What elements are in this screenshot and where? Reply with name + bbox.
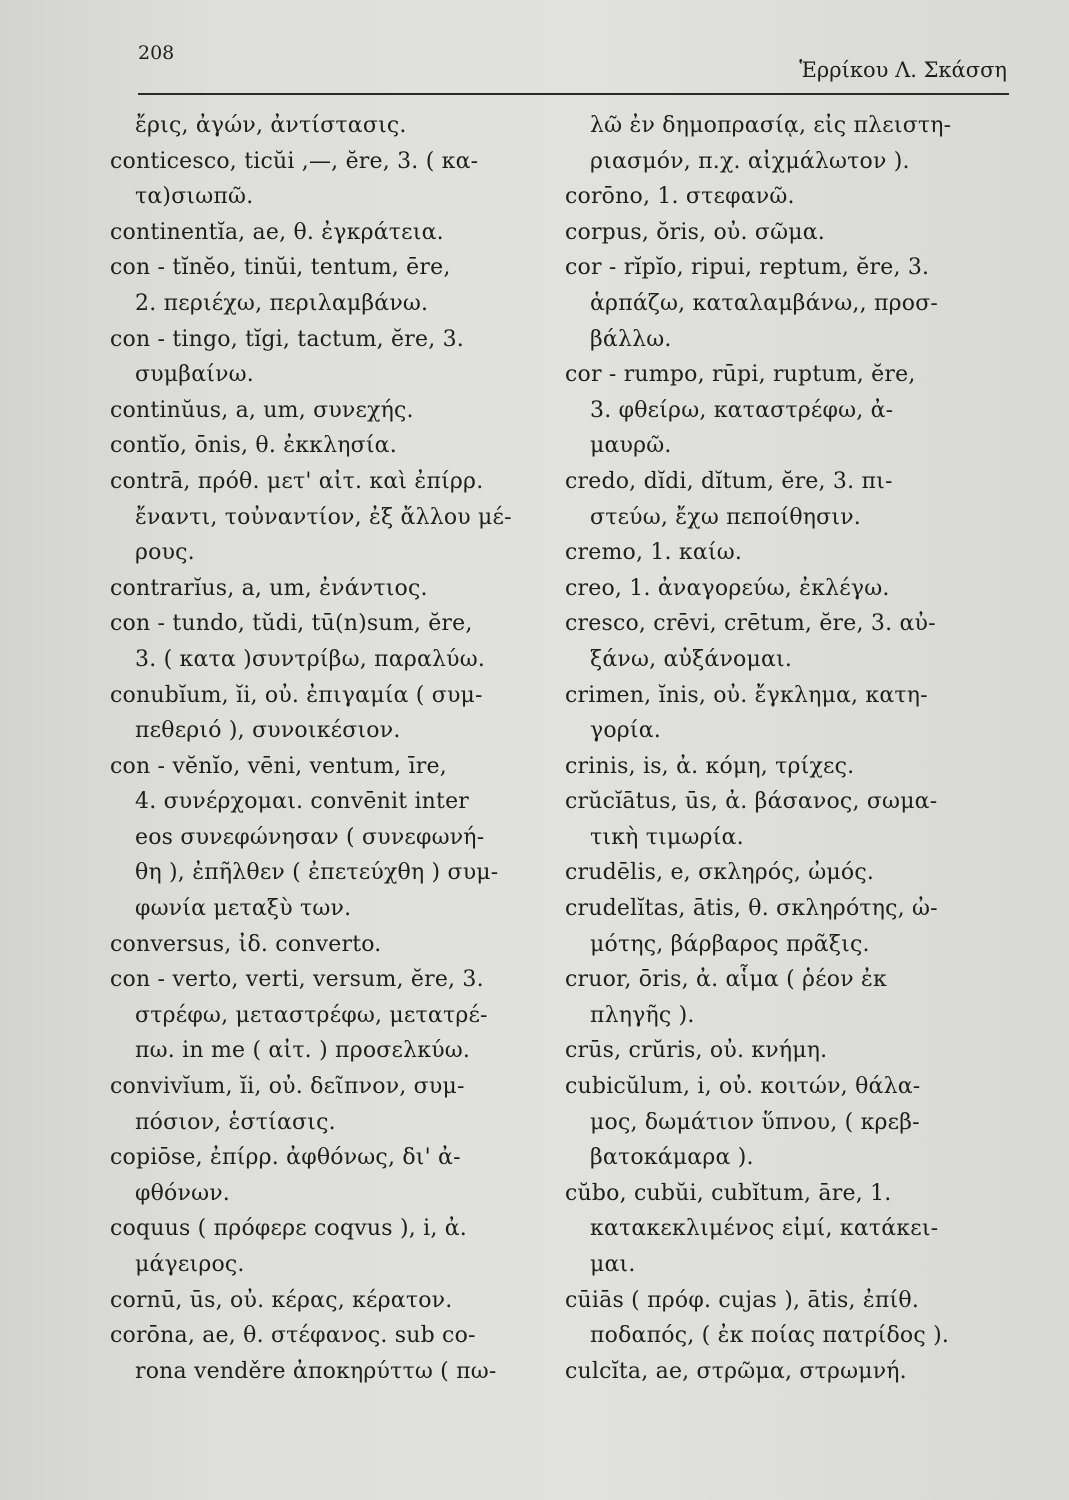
entry-continuation-line: ἁρπάζω, καταλαμβάνω,, προσ- bbox=[590, 290, 939, 316]
entry-headword-line: crŭcĭātus, ūs, ἀ. βάσανος, σωμα- bbox=[565, 789, 938, 815]
page-number: 208 bbox=[138, 42, 175, 64]
entry-continuation-line: ξάνω, αὐξάνομαι. bbox=[590, 646, 793, 672]
entry-headword-line: culcĭta, ae, στρῶμα, στρωμνή. bbox=[565, 1358, 907, 1384]
running-head: Ἑρρίκου Λ. Σκάσση bbox=[799, 58, 1007, 82]
entry-continuation-line: φθόνων. bbox=[135, 1180, 230, 1206]
entry-continuation-line: 3. ( κατα )συντρίβω, παραλύω. bbox=[135, 646, 486, 672]
entry-headword-line: credo, dĭdi, dĭtum, ĕre, 3. πι- bbox=[565, 468, 893, 494]
entry-continuation-line: πω. in me ( αἰτ. ) προσελκύω. bbox=[135, 1038, 471, 1064]
entry-headword-line: contrarĭus, a, um, ἐνάντιος. bbox=[110, 575, 428, 601]
entry-headword-line: cresco, crēvi, crētum, ĕre, 3. αὐ- bbox=[565, 611, 936, 637]
entry-continuation-line: 3. φθείρω, καταστρέφω, ἀ- bbox=[590, 397, 894, 423]
entry-headword-line: corōna, ae, θ. στέφανος. sub co- bbox=[110, 1323, 476, 1349]
entry-continuation-line: βάλλω. bbox=[590, 326, 672, 352]
entry-continuation-line: πόσιον, ἑστίασις. bbox=[135, 1109, 336, 1135]
entry-continuation-line: 4. συνέρχομαι. convēnit inter bbox=[135, 789, 470, 815]
entry-continuation-line: ἔναντι, τοὐναντίον, ἐξ ἄλλου μέ- bbox=[135, 504, 512, 530]
entry-headword-line: copiōse, ἐπίρρ. ἀφθόνως, δι' ἀ- bbox=[110, 1145, 461, 1171]
entry-continuation-line: eos συνεφώνησαν ( συνεφωνή- bbox=[135, 824, 485, 850]
entry-continuation-line: φωνία μεταξὺ των. bbox=[135, 896, 352, 922]
entry-headword-line: con - vĕnĭo, vēni, ventum, īre, bbox=[110, 753, 447, 779]
entry-continuation-line: ρους. bbox=[135, 540, 195, 566]
entry-continuation-line: μότης, βάρβαρος πρᾶξις. bbox=[590, 931, 870, 957]
entry-continuation-line: κατακεκλιμένος εἰμί, κατάκει- bbox=[590, 1216, 939, 1242]
entry-headword-line: contrā, πρόθ. μετ' αἰτ. καὶ ἐπίρρ. bbox=[110, 468, 484, 494]
entry-continuation-line: μαυρῶ. bbox=[590, 433, 672, 459]
entry-continuation-line: τα)σιωπῶ. bbox=[135, 184, 254, 210]
entry-headword-line: crinis, is, ἀ. κόμη, τρίχες. bbox=[565, 753, 855, 779]
entry-headword-line: corpus, ŏris, οὐ. σῶμα. bbox=[565, 219, 825, 245]
entry-headword-line: crūs, crŭris, οὐ. κνήμη. bbox=[565, 1038, 828, 1064]
entry-headword-line: contĭo, ōnis, θ. ἐκκλησία. bbox=[110, 433, 397, 459]
entry-headword-line: con - tingo, tĭgi, tactum, ĕre, 3. bbox=[110, 326, 464, 352]
entry-continuation-line: βατοκάμαρα ). bbox=[590, 1145, 754, 1171]
entry-continuation-line: ἔρις, ἀγών, ἀντίστασις. bbox=[135, 113, 407, 138]
entry-headword-line: cor - rĭpĭo, ripui, reptum, ĕre, 3. bbox=[565, 255, 930, 281]
entry-headword-line: con - tĭnĕo, tinŭi, tentum, ēre, bbox=[110, 255, 451, 281]
entry-continuation-line: μαι. bbox=[590, 1252, 636, 1277]
entry-headword-line: con - verto, verti, versum, ĕre, 3. bbox=[110, 967, 484, 993]
entry-headword-line: cor - rumpo, rūpi, ruptum, ĕre, bbox=[565, 362, 916, 388]
entry-headword-line: corōno, 1. στεφανῶ. bbox=[565, 184, 795, 210]
entry-continuation-line: λῶ ἐν δημοπρασίᾳ, εἰς πλειστη- bbox=[590, 113, 952, 138]
entry-continuation-line: ποδαπός, ( ἐκ ποίας πατρίδος ). bbox=[590, 1323, 950, 1349]
entry-continuation-line: γορία. bbox=[590, 718, 662, 744]
entry-continuation-line: θη ), ἐπῆλθεν ( ἐπετεύχθη ) συμ- bbox=[135, 860, 499, 886]
entry-headword-line: crudēlis, e, σκληρός, ὠμός. bbox=[565, 860, 875, 886]
entry-headword-line: cruor, ōris, ἀ. αἷμα ( ῥέον ἐκ bbox=[565, 967, 887, 993]
entry-headword-line: conubĭum, ĭi, οὐ. ἐπιγαμία ( συμ- bbox=[110, 682, 483, 708]
entry-headword-line: cremo, 1. καίω. bbox=[565, 540, 743, 566]
entry-continuation-line: rona venděre ἀποκηρύττω ( πω- bbox=[135, 1358, 497, 1384]
entry-headword-line: coquus ( πρόφερε coqvus ), i, ἀ. bbox=[110, 1216, 467, 1242]
left-column bbox=[110, 108, 540, 1389]
entry-continuation-line: συμβαίνω. bbox=[135, 362, 254, 388]
entry-continuation-line: στρέφω, μεταστρέφω, μετατρέ- bbox=[135, 1002, 488, 1028]
entry-headword-line: cornū, ūs, οὐ. κέρας, κέρατον. bbox=[110, 1287, 453, 1313]
header-rule bbox=[138, 93, 1009, 95]
entry-continuation-line: μάγειρος. bbox=[135, 1252, 245, 1277]
entry-headword-line: con - tundo, tŭdi, tū(n)sum, ĕre, bbox=[110, 611, 473, 637]
right-column bbox=[565, 108, 995, 1389]
entry-headword-line: creo, 1. ἀναγορεύω, ἐκλέγω. bbox=[565, 575, 890, 601]
entry-headword-line: conticesco, ticŭi ,—, ĕre, 3. ( κα- bbox=[110, 148, 479, 174]
entry-headword-line: crimen, ĭnis, οὐ. ἔγκλημα, κατη- bbox=[565, 682, 928, 708]
entry-continuation-line: ριασμόν, π.χ. αἰχμάλωτον ). bbox=[590, 148, 910, 174]
entry-continuation-line: μος, δωμάτιον ὕπνου, ( κρεβ- bbox=[590, 1109, 920, 1135]
entry-continuation-line: πεθεριό ), συνοικέσιον. bbox=[135, 718, 401, 744]
entry-headword-line: conversus, ἰδ. converto. bbox=[110, 931, 382, 957]
entry-continuation-line: πληγῆς ). bbox=[590, 1002, 695, 1028]
entry-continuation-line: 2. περιέχω, περιλαμβάνω. bbox=[135, 290, 429, 316]
entry-headword-line: cūiās ( πρόφ. cujas ), ātis, ἐπίθ. bbox=[565, 1287, 920, 1313]
entry-headword-line: convivĭum, ĭi, οὐ. δεῖπνον, συμ- bbox=[110, 1074, 465, 1100]
entry-continuation-line: τικὴ τιμωρία. bbox=[590, 824, 744, 850]
entry-headword-line: crudelĭtas, ātis, θ. σκληρότης, ὠ- bbox=[565, 896, 938, 922]
entry-headword-line: continentĭa, ae, θ. ἐγκράτεια. bbox=[110, 219, 444, 245]
entry-headword-line: continŭus, a, um, συνεχής. bbox=[110, 397, 414, 423]
entry-headword-line: cŭbo, cubŭi, cubĭtum, āre, 1. bbox=[565, 1180, 892, 1206]
entry-continuation-line: στεύω, ἔχω πεποίθησιν. bbox=[590, 504, 861, 530]
entry-headword-line: cubicŭlum, i, οὐ. κοιτών, θάλα- bbox=[565, 1074, 921, 1100]
